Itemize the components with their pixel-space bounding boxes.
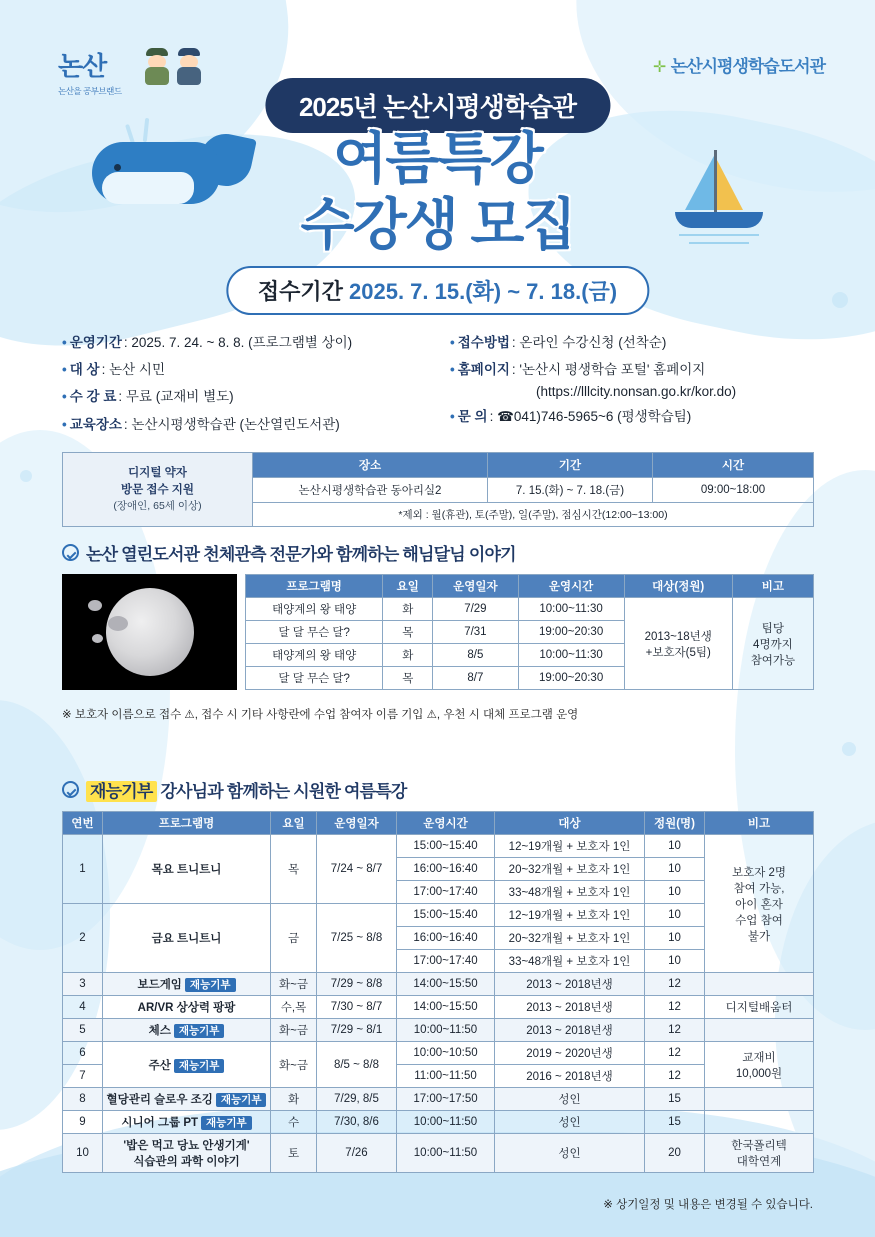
cell-day: 화 (271, 1088, 317, 1111)
digital-cell-time: 09:00~18:00 (653, 478, 814, 503)
cell-program-name: 태양계의 왕 태양 (246, 598, 383, 621)
cell-program-name: 달 달 무슨 달? (246, 667, 383, 690)
table-header-row (246, 575, 814, 598)
col-no: 연번 (63, 812, 103, 835)
section-heading-talent-donation (62, 777, 407, 802)
digital-cell-place: 논산시평생학습관 동아리실2 (253, 478, 488, 503)
nonsan-city-logo (58, 46, 208, 106)
cell-day: 화 (383, 598, 433, 621)
col-day: 요일 (383, 575, 433, 598)
col-program-name: 프로그램명 (246, 575, 383, 598)
cell-target: 33~48개월 + 보호자 1인 (495, 881, 645, 904)
cell-date: 7/30, 8/6 (317, 1111, 397, 1134)
info-row (62, 416, 442, 434)
cell-capacity: 10 (645, 950, 705, 973)
application-period-box (226, 266, 649, 315)
remark-line: 한국폴리텍 (731, 1140, 787, 1152)
info-column-left (62, 334, 442, 443)
cell-date: 8/5 ~ 8/8 (317, 1042, 397, 1088)
cell-date: 7/29, 8/5 (317, 1088, 397, 1111)
col-target: 대상(정원) (624, 575, 732, 598)
astronomy-program-block (62, 574, 814, 690)
bullet-icon: • (62, 335, 67, 350)
program-info-block (62, 334, 822, 443)
cell-program-name: 태양계의 왕 태양 (246, 644, 383, 667)
cell-remark (732, 598, 813, 690)
table-row (63, 835, 814, 858)
cell-target: 12~19개월 + 보호자 1인 (495, 904, 645, 927)
remark-line: 아이 혼자 (735, 898, 783, 911)
table-row (63, 453, 814, 478)
cell-capacity: 12 (645, 973, 705, 996)
talent-donation-tag: 재능기부 (185, 978, 236, 992)
cell-capacity: 12 (645, 1019, 705, 1042)
info-key: 접수방법 (457, 335, 510, 350)
table-row (246, 598, 814, 621)
bullet-icon: • (62, 362, 67, 378)
cell-date: 8/7 (433, 667, 518, 690)
cell-capacity: 10 (645, 835, 705, 858)
cell-remark (705, 1088, 814, 1111)
remark-line3: 참여가능 (750, 654, 796, 667)
cell-capacity: 20 (645, 1134, 705, 1173)
info-row (62, 334, 442, 352)
remark-line2: 4명까지 (753, 638, 793, 651)
cell-date: 7/30 ~ 8/7 (317, 996, 397, 1019)
remark-line: 수업 참여 (735, 914, 783, 927)
info-row (450, 408, 822, 426)
cell-date: 8/5 (433, 644, 518, 667)
digital-support-line1: 디지털 약자 (128, 467, 187, 480)
cell-time: 10:00~11:30 (518, 598, 624, 621)
col-time: 운영시간 (518, 575, 624, 598)
cell-target: 2019 ~ 2020년생 (495, 1042, 645, 1065)
astronomy-program-table (245, 574, 814, 690)
cell-date: 7/26 (317, 1134, 397, 1173)
col-program: 프로그램명 (103, 812, 271, 835)
table-row (63, 996, 814, 1019)
cell-target: 2013 ~ 2018년생 (495, 973, 645, 996)
logo-left-main-text: 논산 (58, 51, 107, 81)
col-target: 대상 (495, 812, 645, 835)
cell-day: 화~금 (271, 1042, 317, 1088)
check-circle-icon (62, 544, 79, 561)
digital-cell-period: 7. 15.(화) ~ 7. 18.(금) (488, 478, 653, 503)
moon-icon (106, 588, 194, 676)
info-key: 홈페이지 (457, 362, 510, 378)
cell-target (624, 598, 732, 690)
info-value: : '논산시 평생학습 포털' 홈페이지 (511, 362, 706, 378)
cell-target: 성인 (495, 1088, 645, 1111)
cell-day: 화~금 (271, 1019, 317, 1042)
cell-target: 2013 ~ 2018년생 (495, 1019, 645, 1042)
library-logo-text: 논산시평생학습도서관 (670, 57, 825, 76)
digital-header-period: 기간 (488, 453, 653, 478)
cell-no: 10 (63, 1134, 103, 1173)
cell-date: 7/31 (433, 621, 518, 644)
table-row (63, 1088, 814, 1111)
info-value: : ☎041)746-5965~6 (평생학습팀) (489, 409, 692, 425)
cell-date: 7/29 (433, 598, 518, 621)
footer-note: ※ 상기일정 및 내용은 변경될 수 있습니다. (603, 1199, 813, 1211)
section2-title-rest: 강사님과 함께하는 시원한 여름특강 (160, 782, 407, 801)
main-program-table (62, 811, 814, 1173)
section2-title-tag: 재능기부 (86, 781, 157, 802)
cell-target: 20~32개월 + 보호자 1인 (495, 927, 645, 950)
col-time: 운영시간 (397, 812, 495, 835)
cell-capacity: 12 (645, 1042, 705, 1065)
cell-no: 7 (63, 1065, 103, 1088)
cell-date: 7/29 ~ 8/1 (317, 1019, 397, 1042)
info-value: : 2025. 7. 24. ~ 8. 8. (프로그램별 상이) (123, 335, 353, 350)
bullet-icon: • (450, 335, 455, 350)
digital-support-line2: 방문 접수 지원 (120, 483, 195, 496)
digital-header-place: 장소 (253, 453, 488, 478)
remark-line: 교재비 (742, 1051, 776, 1064)
cell-no: 9 (63, 1111, 103, 1134)
remark-line: 불가 (747, 930, 771, 943)
cell-date: 7/24 ~ 8/7 (317, 835, 397, 904)
cell-time: 10:00~11:50 (397, 1134, 495, 1173)
info-row (450, 361, 822, 379)
program-label: 혈당관리 슬로우 조깅 (106, 1094, 213, 1106)
cell-target: 2016 ~ 2018년생 (495, 1065, 645, 1088)
page-title-line1: 여름특강 (333, 127, 542, 190)
info-value: : 논산 시민 (101, 362, 165, 378)
info-value: : 온라인 수강신청 (선착순) (511, 335, 667, 350)
cell-remark (705, 1042, 814, 1088)
digital-support-table (62, 452, 814, 527)
cell-target: 성인 (495, 1111, 645, 1134)
astronomy-note: ※ 보호자 이름으로 접수 ⚠, 접수 시 기타 사항란에 수업 참여자 이름 기입 ⚠, 우천 시 대체 프로그램 운영 (62, 709, 579, 721)
cell-no: 3 (63, 973, 103, 996)
table-header-row (63, 812, 814, 835)
digital-support-table-wrap (62, 452, 814, 527)
info-column-right (442, 334, 822, 443)
info-value: : 논산시평생학습관 (논산열린도서관) (123, 416, 340, 432)
subtitle-pill: 2025년 논산시평생학습관 (265, 78, 610, 133)
program-label: 주산 (148, 1059, 171, 1072)
cell-day: 수,목 (271, 996, 317, 1019)
cell-time: 17:00~17:50 (397, 1088, 495, 1111)
check-circle-icon (62, 781, 79, 798)
cell-time: 10:00~10:50 (397, 1042, 495, 1065)
cell-day: 목 (383, 621, 433, 644)
cell-no: 2 (63, 904, 103, 973)
mascot-icon-blue (176, 48, 202, 86)
cell-target: 2013 ~ 2018년생 (495, 996, 645, 1019)
page-title (0, 126, 875, 258)
cell-remark (705, 1111, 814, 1134)
cell-day: 화 (383, 644, 433, 667)
cell-target: 20~32개월 + 보호자 1인 (495, 858, 645, 881)
cell-time: 10:00~11:30 (518, 644, 624, 667)
target-line2: +보호자(5팀) (645, 646, 711, 659)
cell-capacity: 10 (645, 881, 705, 904)
cell-time: 16:00~16:40 (397, 858, 495, 881)
cell-time: 10:00~11:50 (397, 1111, 495, 1134)
cell-day: 금 (271, 904, 317, 973)
cell-program-name: 목요 트니트니 (103, 835, 271, 904)
library-logo (635, 52, 825, 92)
bullet-icon: • (62, 416, 67, 432)
section-heading-astronomy (62, 540, 516, 565)
remark-line: 보호자 2명 (731, 866, 787, 879)
cell-program-name: 금요 트니트니 (103, 904, 271, 973)
info-value-continuation: (https://lllcity.nonsan.go.kr/kor.do) (536, 384, 737, 400)
table-row (63, 1111, 814, 1134)
cell-remark (705, 1134, 814, 1173)
col-remark: 비고 (705, 812, 814, 835)
info-key: 수 강 료 (69, 389, 117, 405)
cell-no: 8 (63, 1088, 103, 1111)
cell-remark: 디지털배움터 (705, 996, 814, 1019)
digital-support-line3: (장애인, 65세 이상) (113, 499, 202, 512)
table-row (63, 904, 814, 927)
cell-capacity: 10 (645, 858, 705, 881)
cell-time: 10:00~11:50 (397, 1019, 495, 1042)
col-capacity: 정원(명) (645, 812, 705, 835)
cell-time: 11:00~11:50 (397, 1065, 495, 1088)
digital-support-label-cell (63, 453, 253, 527)
digital-header-time: 시간 (653, 453, 814, 478)
cell-program-name (103, 1088, 271, 1111)
remark-line1: 팀당 (761, 622, 785, 635)
cell-day: 목 (383, 667, 433, 690)
mascot-characters (142, 48, 202, 91)
info-key: 교육장소 (69, 416, 122, 432)
table-row (63, 1019, 814, 1042)
col-date: 운영일자 (433, 575, 518, 598)
cell-time: 14:00~15:50 (397, 973, 495, 996)
cell-no: 4 (63, 996, 103, 1019)
application-period-value: 2025. 7. 15.(화) ~ 7. 18.(금) (349, 279, 618, 304)
cell-day: 수 (271, 1111, 317, 1134)
program-label: 보드게임 (137, 979, 182, 991)
info-value: : 무료 (교재비 별도) (118, 389, 234, 405)
cell-capacity: 15 (645, 1111, 705, 1134)
program-label: 시니어 그룹 PT (121, 1117, 199, 1129)
cell-no: 5 (63, 1019, 103, 1042)
main-program-table-wrap (62, 811, 814, 1173)
col-date: 운영일자 (317, 812, 397, 835)
bullet-icon: • (450, 362, 455, 378)
cell-target: 12~19개월 + 보호자 1인 (495, 835, 645, 858)
table-row (63, 1042, 814, 1065)
logo-left-sub-text: 논산을 공부브랜드 (58, 86, 122, 96)
cell-program-name: 달 달 무슨 달? (246, 621, 383, 644)
cell-day: 목 (271, 835, 317, 904)
target-line1: 2013~18년생 (644, 630, 712, 643)
info-row (62, 361, 442, 379)
digital-note: *제외 : 월(휴관), 토(주말), 일(주말), 점심시간(12:00~13:00) (253, 503, 814, 527)
info-key: 대 상 (69, 362, 100, 378)
bullet-icon: • (62, 389, 67, 405)
info-key: 문 의 (457, 409, 488, 425)
cell-remark (705, 835, 814, 973)
cell-time: 17:00~17:40 (397, 881, 495, 904)
cell-time: 16:00~16:40 (397, 927, 495, 950)
info-row (62, 388, 442, 406)
application-period-label: 접수기간 (257, 279, 343, 304)
remark-line: 10,000원 (735, 1067, 783, 1080)
col-remark: 비고 (732, 575, 813, 598)
cell-date: 7/29 ~ 8/8 (317, 973, 397, 996)
cell-time: 19:00~20:30 (518, 621, 624, 644)
cell-program-name (103, 1111, 271, 1134)
program-label-line1: '밥은 먹고 당뇨 안생기게' (123, 1140, 250, 1152)
info-row (450, 334, 822, 352)
remark-line: 대학연계 (736, 1156, 782, 1168)
page-title-line2: 수강생 모집 (300, 193, 575, 257)
cell-remark (705, 1019, 814, 1042)
cell-date: 7/25 ~ 8/8 (317, 904, 397, 973)
talent-donation-tag: 재능기부 (174, 1059, 225, 1073)
program-label-line2: 식습관의 과학 이야기 (133, 1156, 240, 1168)
bullet-icon: • (450, 409, 455, 425)
cell-capacity: 12 (645, 996, 705, 1019)
cell-time: 14:00~15:50 (397, 996, 495, 1019)
cell-time: 15:00~15:40 (397, 904, 495, 927)
cell-program-name (103, 1134, 271, 1173)
remark-line: 참여 가능, (733, 882, 785, 895)
cell-time: 15:00~15:40 (397, 835, 495, 858)
cell-target: 33~48개월 + 보호자 1인 (495, 950, 645, 973)
cell-program-name (103, 1019, 271, 1042)
program-label: 체스 (148, 1025, 171, 1037)
cell-day: 토 (271, 1134, 317, 1173)
section1-title: 논산 열린도서관 천체관측 전문가와 함께하는 해님달님 이야기 (86, 545, 516, 564)
cell-capacity: 15 (645, 1088, 705, 1111)
cell-program-name (103, 973, 271, 996)
cell-target: 성인 (495, 1134, 645, 1173)
cell-time: 17:00~17:40 (397, 950, 495, 973)
cell-day: 화~금 (271, 973, 317, 996)
cell-remark (705, 973, 814, 996)
cell-program-name: AR/VR 상상력 팡팡 (103, 996, 271, 1019)
section2-title (86, 777, 407, 802)
talent-donation-tag: 재능기부 (201, 1116, 252, 1130)
table-row (63, 1134, 814, 1173)
cell-capacity: 10 (645, 904, 705, 927)
table-row (63, 973, 814, 996)
cell-no: 1 (63, 835, 103, 904)
col-day: 요일 (271, 812, 317, 835)
cell-capacity: 12 (645, 1065, 705, 1088)
talent-donation-tag: 재능기부 (174, 1024, 225, 1038)
cell-time: 19:00~20:30 (518, 667, 624, 690)
mascot-icon-green (144, 48, 170, 86)
cell-no: 6 (63, 1042, 103, 1065)
cell-capacity: 10 (645, 927, 705, 950)
talent-donation-tag: 재능기부 (216, 1093, 267, 1107)
plus-icon: ✛ (652, 59, 667, 76)
moon-photo (62, 574, 237, 690)
cell-program-name (103, 1042, 271, 1088)
info-key: 운영기간 (69, 335, 122, 350)
